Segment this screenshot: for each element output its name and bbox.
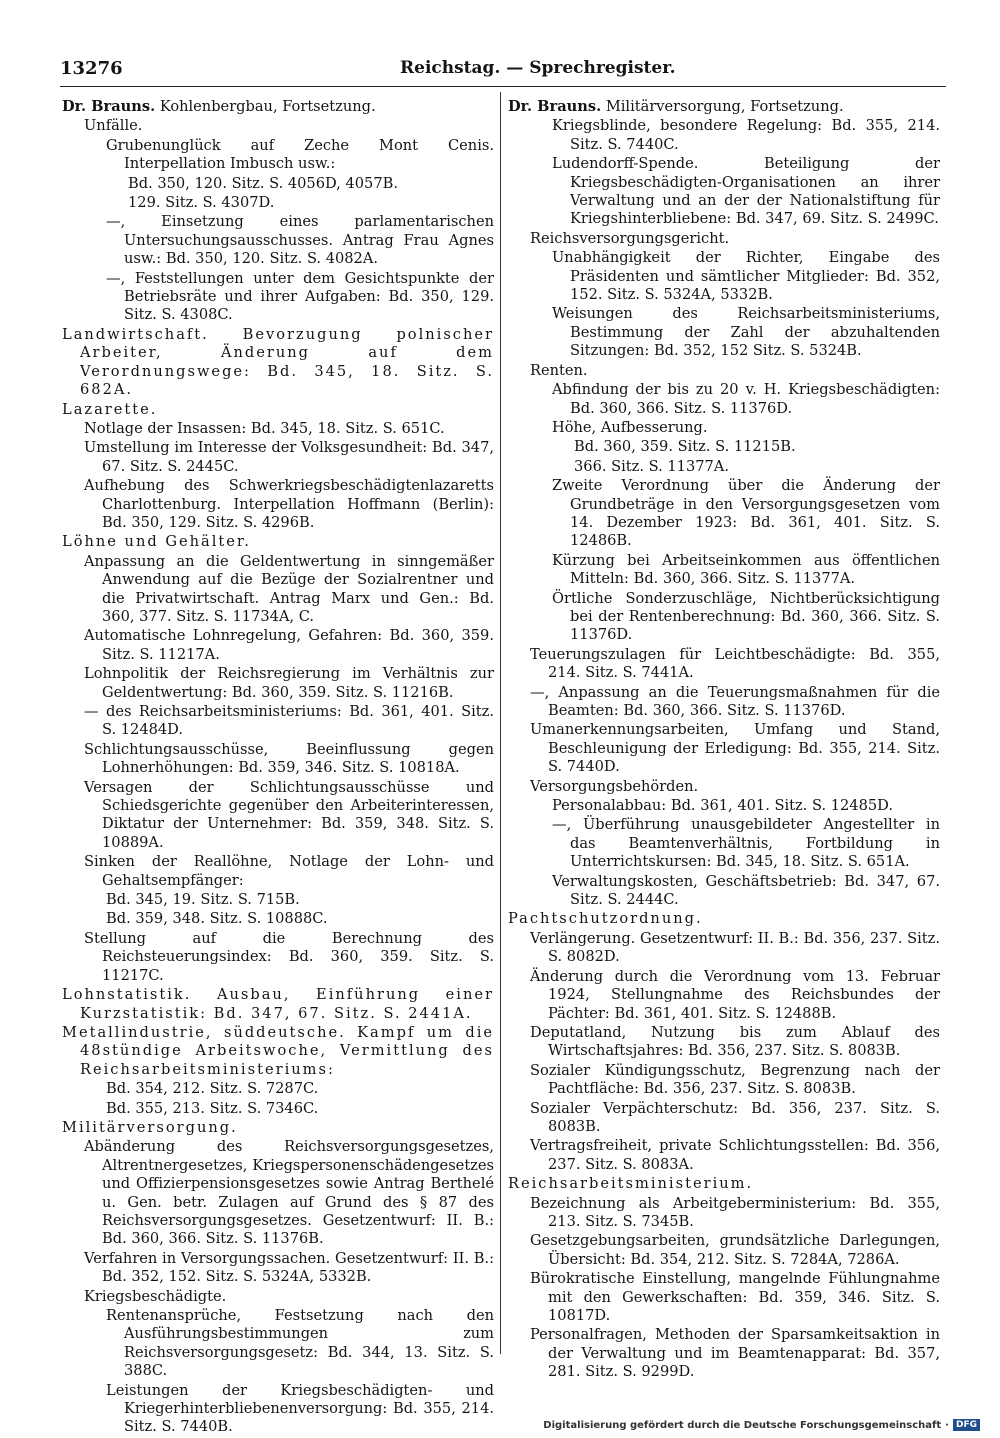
index-heading — [508, 910, 940, 928]
entry-text: Renten. — [530, 361, 588, 379]
index-heading — [508, 1175, 940, 1193]
entry-text: — des Reichsarbeitsministeriums: Bd. 361, 401. Sitz. S. 12484D. — [84, 703, 494, 739]
index-entry — [84, 703, 494, 740]
index-entry — [128, 175, 494, 193]
index-entry — [530, 1062, 940, 1099]
entry-text: Kürzung bei Arbeitseinkommen aus öffentlichen Mitteln: Bd. 360, 366. Sitz. S. 11377A. — [552, 551, 940, 588]
entry-text: Stellung auf die Berechnung des Reichsteuerungsindex: Bd. 360, 359. Sitz. S. 11217C. — [84, 929, 494, 984]
entry-text: Versagen der Schlichtungsausschüsse und Schiedsgerichte gegenüber den Arbeiterinteressen, Diktatur der Unternehmer: Bd. 359, 348. Sitz. S. 10889A. — [84, 778, 494, 851]
entry-text: Personalfragen, Methoden der Sparsamkeitsaktion in der Verwaltung und im Beamtenapparat: Bd. 357, 281. Sitz. S. 9299D. — [530, 1326, 940, 1381]
entry-text: Schlichtungsausschüsse, Beeinflussung gegen Lohnerhöhungen: Bd. 359, 346. Sitz. S. 10818A. — [84, 740, 494, 777]
header-rule — [60, 86, 946, 87]
entry-text: —, Feststellungen unter dem Gesichtspunkte der Betriebsräte und ihrer Aufgaben: Bd. 350, 129. Sitz. S. 4308C. — [106, 269, 494, 324]
index-entry — [106, 1382, 494, 1437]
entry-text: Weisungen des Reichsarbeitsministeriums, Bestimmung der Zahl der abzuhaltenden Sitzungen: Bd. 352, 152 Sitz. S. 5324B. — [552, 305, 940, 360]
entry-text: —, Überführung unausgebildeter Angestellter in das Beamtenverhältnis, Fortbildung in Unterrichtskursen: Bd. 345, 18. Sitz. S. 651A. — [552, 816, 940, 871]
index-entry — [530, 721, 940, 776]
entry-text: Verfahren in Versorgungssachen. Gesetzentwurf: II. B.: Bd. 352, 152. Sitz. S. 5324A, 5332B. — [84, 1249, 494, 1286]
index-entry — [574, 458, 940, 476]
entry-text: Lohnpolitik der Reichsregierung im Verhältnis zur Geldentwertung: Bd. 360, 359. Sitz. S. 11216B. — [84, 665, 494, 701]
entry-text: Militärversorgung. — [62, 1118, 238, 1136]
entry-text: Militärversorgung, Fortsetzung. — [605, 98, 844, 115]
index-entry — [552, 381, 940, 418]
index-entry — [530, 968, 940, 1023]
index-entry — [84, 420, 494, 438]
index-entry — [552, 797, 940, 815]
index-entry — [84, 779, 494, 853]
page-header — [60, 58, 946, 82]
entry-text: Umanerkennungsarbeiten, Umfang und Stand, Beschleunigung der Erledigung: Bd. 355, 214. Sitz. S. 7440D. — [530, 721, 940, 776]
entry-text: Reichsversorgungsgericht. — [530, 229, 730, 247]
left-column — [62, 98, 494, 1438]
index-entry — [530, 684, 940, 721]
entry-text: Bd. 355, 213. Sitz. S. 7346C. — [106, 1099, 319, 1117]
speaker-name: Dr. Brauns. — [62, 98, 156, 115]
entry-text: Leistungen der Kriegsbeschädigten- und Kriegerhinterbliebenenversorgung: Bd. 355, 214. Sitz. S. 7440B. — [106, 1381, 494, 1436]
index-entry — [62, 98, 494, 116]
entry-text: Kriegsbeschädigte. — [84, 1287, 227, 1305]
entry-text: Zweite Verordnung über die Änderung der Grundbeträge in den Versorgungsgesetzen vom 14. Dezember 1923: Bd. 361, 401. Sitz. S. 12486B. — [552, 477, 940, 550]
entry-text: Metallindustrie, süddeutsche. Kampf um die 48stündige Arbeitswoche, Vermittlung des Reichsarbeitsministeriums: — [62, 1023, 494, 1078]
entry-text: Änderung durch die Verordnung vom 13. Februar 1924, Stellungnahme des Reichsbundes der Pächter: Bd. 361, 401. Sitz. S. 12488B. — [530, 967, 940, 1022]
entry-text: Aufhebung des Schwerkriegsbeschädigtenlazaretts Charlottenburg. Interpellation Hoffmann (Berlin): Bd. 350, 129. Sitz. S. 4296B. — [84, 477, 494, 531]
entry-text: Bd. 350, 120. Sitz. S. 4056D, 4057B. — [128, 174, 398, 192]
index-entry — [552, 155, 940, 229]
index-entry — [552, 419, 940, 437]
entry-text: Vertragsfreiheit, private Schlichtungsstellen: Bd. 356, 237. Sitz. S. 8083A. — [530, 1137, 940, 1173]
dfg-logo: DFG — [953, 1419, 980, 1431]
index-entry — [84, 117, 494, 135]
entry-text: Automatische Lohnregelung, Gefahren: Bd. 360, 359. Sitz. S. 11217A. — [84, 627, 494, 663]
index-entry — [84, 1250, 494, 1287]
index-entry — [530, 930, 940, 967]
index-heading — [62, 326, 494, 400]
entry-text: Notlage der Insassen: Bd. 345, 18. Sitz. S. 651C. — [84, 419, 445, 437]
entry-text: Bd. 345, 19. Sitz. S. 715B. — [106, 891, 300, 909]
entry-text: Deputatland, Nutzung bis zum Ablauf des Wirtschaftsjahres: Bd. 356, 237. Sitz. S. 8083B. — [530, 1023, 940, 1060]
entry-text: Landwirtschaft. Bevorzugung polnischer Arbeiter, Änderung auf dem Verordnungswege: Bd. 345, 18. Sitz. S. 682A. — [62, 325, 494, 399]
index-entry — [84, 553, 494, 627]
entry-text: Personalabbau: Bd. 361, 401. Sitz. S. 12485D. — [552, 797, 893, 815]
index-entry — [552, 552, 940, 589]
running-title: Reichstag. — Sprechregister. — [400, 58, 676, 78]
entry-text: 366. Sitz. S. 11377A. — [574, 457, 729, 475]
index-entry — [530, 646, 940, 683]
index-heading — [62, 986, 494, 1023]
entry-text: Bd. 354, 212. Sitz. S. 7287C. — [106, 1080, 319, 1098]
entry-text: Bd. 360, 359. Sitz. S. 11215B. — [574, 438, 796, 456]
index-entry — [530, 230, 940, 248]
entry-text: Teuerungszulagen für Leichtbeschädigte: Bd. 355, 214. Sitz. S. 7441A. — [530, 645, 940, 682]
entry-text: Bd. 359, 348. Sitz. S. 10888C. — [106, 910, 328, 928]
index-entry — [84, 627, 494, 664]
index-entry — [84, 1138, 494, 1248]
entry-text: —, Einsetzung eines parlamentarischen Untersuchungsausschusses. Antrag Frau Agnes usw.: Bd. 350, 120. Sitz. S. 4082A. — [106, 213, 494, 268]
entry-text: Pachtschutzordnung. — [508, 910, 703, 928]
index-entry — [552, 590, 940, 645]
index-heading — [62, 1119, 494, 1137]
index-entry — [530, 1100, 940, 1137]
index-entry — [84, 665, 494, 702]
entry-text: Umstellung im Interesse der Volksgesundheit: Bd. 347, 67. Sitz. S. 2445C. — [84, 439, 494, 475]
index-entry — [530, 1137, 940, 1174]
index-entry — [106, 1100, 494, 1118]
index-entry — [106, 1080, 494, 1098]
index-entry — [530, 778, 940, 796]
entry-text: Rentenansprüche, Festsetzung nach den Ausführungsbestimmungen zum Reichsversorgungsgesetz: Bd. 344, 13. Sitz. S. 388C. — [106, 1307, 494, 1380]
entry-text: Kriegsblinde, besondere Regelung: Bd. 355, 214. Sitz. S. 7440C. — [552, 117, 940, 153]
right-column — [508, 98, 940, 1383]
index-entry — [106, 270, 494, 325]
page-number: 13276 — [60, 58, 123, 79]
entry-text: 129. Sitz. S. 4307D. — [128, 194, 275, 212]
footer-credit: Digitalisierung gefördert durch die Deutsche Forschungsgemeinschaft — [543, 1419, 942, 1431]
index-heading — [62, 401, 494, 419]
index-entry — [106, 891, 494, 909]
index-entry — [106, 137, 494, 174]
index-entry — [84, 741, 494, 778]
entry-text: Sozialer Kündigungsschutz, Begrenzung nach der Pachtfläche: Bd. 356, 237. Sitz. S. 8083B. — [530, 1061, 940, 1098]
index-entry — [84, 930, 494, 985]
entry-text: —, Anpassung an die Teuerungsmaßnahmen für die Beamten: Bd. 360, 366. Sitz. S. 11376D. — [530, 683, 940, 719]
index-entry — [552, 305, 940, 360]
index-entry — [84, 477, 494, 532]
index-entry — [106, 213, 494, 268]
entry-text: Lohnstatistik. Ausbau, Einführung einer Kurzstatistik: Bd. 347, 67. Sitz. S. 2441A. — [62, 986, 494, 1022]
index-entry — [530, 362, 940, 380]
index-entry — [530, 1270, 940, 1325]
index-entry — [530, 1326, 940, 1381]
index-entry — [530, 1232, 940, 1269]
index-entry — [106, 910, 494, 928]
entry-text: Grubenunglück auf Zeche Mont Cenis. Interpellation Imbusch usw.: — [106, 136, 494, 173]
index-entry — [552, 117, 940, 154]
index-entry — [530, 1195, 940, 1232]
index-entry — [552, 816, 940, 871]
speaker-name: Dr. Brauns. — [508, 98, 602, 115]
index-entry — [552, 873, 940, 910]
entry-text: Ludendorff-Spende. Beteiligung der Kriegsbeschädigten-Organisationen an ihrer Verwaltung und an der der Nationalstiftung für Kriegshinterbliebene: Bd. 347, 69. Sitz. S. 2499C. — [552, 155, 940, 228]
index-entry — [106, 1307, 494, 1381]
entry-text: Reichsarbeitsministerium. — [508, 1175, 754, 1193]
index-entry — [84, 439, 494, 476]
entry-text: Sinken der Reallöhne, Notlage der Lohn- und Gehaltsempfänger: — [84, 853, 494, 889]
index-entry — [84, 853, 494, 890]
entry-text: Höhe, Aufbesserung. — [552, 418, 708, 436]
entry-text: Örtliche Sonderzuschläge, Nichtberücksichtigung bei der Rentenberechnung: Bd. 360, 366. Sitz. S. 11376D. — [552, 589, 940, 644]
entry-text: Versorgungsbehörden. — [530, 777, 699, 795]
entry-text: Lazarette. — [62, 400, 158, 418]
entry-text: Verwaltungskosten, Geschäftsbetrieb: Bd. 347, 67. Sitz. S. 2444C. — [552, 872, 940, 909]
entry-text: Abänderung des Reichsversorgungsgesetzes, Altrentnergesetzes, Kriegspersonenschädengesetzes und Offizierpensionsgesetzes sowie Antrag Berthelé u. Gen. betr. Zulagen auf Grund des § 87 des Reichsversorgungsgesetzes. Gesetzentwurf: II. B.: Bd. 360, 366. Sitz. S. 11376B. — [84, 1138, 494, 1248]
entry-text: Anpassung an die Geldentwertung in sinngemäßer Anwendung auf die Bezüge der Sozialrentner und die Privatwirtschaft. Antrag Marx und Gen.: Bd. 360, 377. Sitz. S. 11734A, C. — [84, 552, 494, 625]
index-entry — [552, 477, 940, 551]
entry-text: Abfindung der bis zu 20 v. H. Kriegsbeschädigten: Bd. 360, 366. Sitz. S. 11376D. — [552, 381, 940, 417]
index-entry — [128, 194, 494, 212]
index-heading — [62, 1024, 494, 1079]
index-entry — [574, 438, 940, 456]
index-entry — [530, 1024, 940, 1061]
entry-text: Bürokratische Einstellung, mangelnde Fühlungnahme mit den Gewerkschaften: Bd. 359, 346. Sitz. S. 10817D. — [530, 1270, 940, 1324]
entry-text: Gesetzgebungsarbeiten, grundsätzliche Darlegungen, Übersicht: Bd. 354, 212. Sitz. S. 7284A, 7286A. — [530, 1232, 940, 1268]
index-entry — [552, 249, 940, 304]
footer: Digitalisierung gefördert durch die Deutsche Forschungsgemeinschaft · DFG — [543, 1418, 980, 1432]
index-entry — [508, 98, 940, 116]
entry-text: Unabhängigkeit der Richter, Eingabe des Präsidenten und sämtlicher Mitglieder: Bd. 352, 152. Sitz. S. 5324A, 5332B. — [552, 249, 940, 304]
column-divider — [500, 92, 501, 1354]
entry-text: Kohlenbergbau, Fortsetzung. — [159, 98, 376, 115]
entry-text: Löhne und Gehälter. — [62, 533, 251, 551]
entry-text: Verlängerung. Gesetzentwurf: II. B.: Bd. 356, 237. Sitz. S. 8082D. — [530, 929, 940, 966]
index-entry — [84, 1288, 494, 1306]
entry-text: Sozialer Verpächterschutz: Bd. 356, 237. Sitz. S. 8083B. — [530, 1099, 940, 1135]
index-heading — [62, 533, 494, 551]
entry-text: Bezeichnung als Arbeitgeberministerium: Bd. 355, 213. Sitz. S. 7345B. — [530, 1194, 940, 1230]
entry-text: Unfälle. — [84, 117, 143, 135]
